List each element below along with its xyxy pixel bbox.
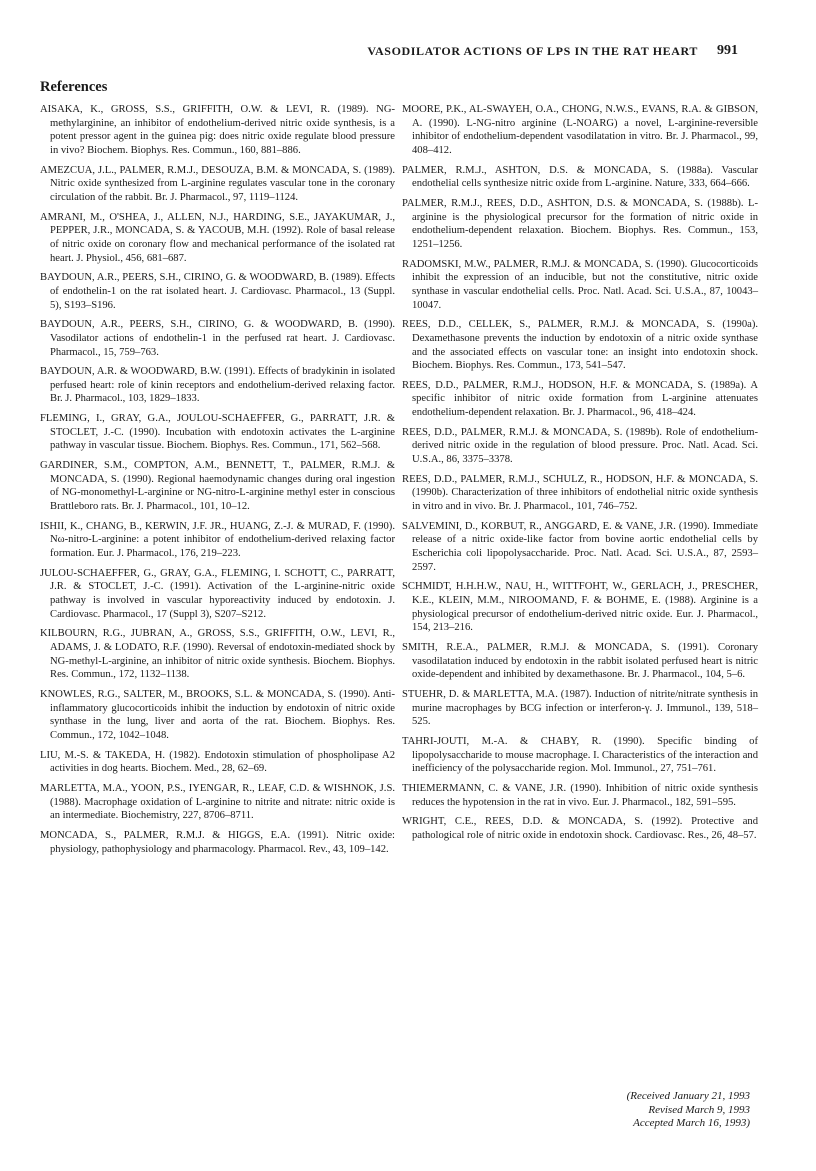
- reference-entry: BAYDOUN, A.R., PEERS, S.H., CIRINO, G. & WOODWARD, B. (1989). Effects of endothelin-1 on the rat isolated heart. J. Cardiovasc. Pharmacol., 13 (Suppl. 5), S193–S196.: [40, 272, 395, 311]
- reference-entry: KILBOURN, R.G., JUBRAN, A., GROSS, S.S., GRIFFITH, O.W., LEVI, R., ADAMS, J. & LODATO, R.F. (1990). Reversal of endotoxin-mediated shock by NG-methyl-L-arginine, an inhibitor of nitric oxide synthesis. Biochem. Biophys. Res. Commun., 172, 1132–1138.: [40, 628, 395, 681]
- reference-entry: AMEZCUA, J.L., PALMER, R.M.J., DESOUZA, B.M. & MONCADA, S. (1989). Nitric oxide synthesized from L-arginine regulates vascular tone in the coronary circulation of the rabbit. Br. J. Pharmacol., 97, 1119–1124.: [40, 164, 395, 203]
- reference-entry: BAYDOUN, A.R. & WOODWARD, B.W. (1991). Effects of bradykinin in isolated perfused heart: role of kinin receptors and endothelium-derived relaxing factor. Br. J. Pharmacol., 103, 1829–1833.: [40, 366, 395, 405]
- reference-entry: LIU, M.-S. & TAKEDA, H. (1982). Endotoxin stimulation of phospholipase A2 activities in dog hearts. Biochem. Med., 28, 62–69.: [40, 749, 395, 775]
- reference-entry: AMRANI, M., O'SHEA, J., ALLEN, N.J., HARDING, S.E., JAYAKUMAR, J., PEPPER, J.R., MONCADA, S. & YACOUB, M.H. (1992). Role of basal release of nitric oxide on coronary flow and mechanical performance of the isolated rat heart. J. Physiol., 456, 681–687.: [40, 211, 395, 264]
- reference-entry: REES, D.D., PALMER, R.M.J., SCHULZ, R., HODSON, H.F. & MONCADA, S. (1990b). Characterization of three inhibitors of endothelial nitric oxide synthesis in vitro and in vivo. Br. J. Pharmacol., 101, 746–752.: [402, 473, 758, 513]
- accepted-date: Accepted March 16, 1993): [633, 1117, 750, 1129]
- reference-entry: TAHRI-JOUTI, M.-A. & CHABY, R. (1990). Specific binding of lipopolysaccharide to mouse macrophage. I. Characteristics of the interaction and inefficiency of the polysaccharide region. Mol. Immunol., 27, 751–761.: [402, 735, 758, 775]
- reference-entry: RADOMSKI, M.W., PALMER, R.M.J. & MONCADA, S. (1990). Glucocorticoids inhibit the expression of an inducible, but not the constitutive, nitric oxide synthase in vascular endothelial cells. Proc. Natl. Acad. Sci. U.S.A., 87, 10043–10047.: [402, 258, 758, 311]
- reference-entry: STUEHR, D. & MARLETTA, M.A. (1987). Induction of nitrite/nitrate synthesis in murine macrophages by BCG infection or interferon-γ. J. Immunol., 139, 518–525.: [402, 688, 758, 728]
- reference-entry: GARDINER, S.M., COMPTON, A.M., BENNETT, T., PALMER, R.M.J. & MONCADA, S. (1990). Regional haemodynamic changes during oral ingestion of NG-monomethyl-L-arginine or NG-nitro-L-arginine methyl ester in conscious Brattleboro rats. Br. J. Pharmacol., 101, 10–12.: [40, 460, 395, 513]
- reference-entry: REES, D.D., CELLEK, S., PALMER, R.M.J. & MONCADA, S. (1990a). Dexamethasone prevents the induction by endotoxin of a nitric oxide synthase and the associated effects on vascular tone: an insight into endotoxin shock. Biochem. Biophys. Res. Commun., 173, 541–547.: [402, 319, 758, 372]
- reference-entry: JULOU-SCHAEFFER, G., GRAY, G.A., FLEMING, I. SCHOTT, C., PARRATT, J.R. & STOCLET, J.-C. (1991). Activation of the L-arginine-nitric oxide pathway is involved in vascular hyporeactivity induced by endotoxin. J. Cardiovasc. Pharmacol., 17 (Suppl 3), S207–S212.: [40, 567, 395, 620]
- page-number: 991: [717, 43, 738, 58]
- reference-entry: REES, D.D., PALMER, R.M.J. & MONCADA, S. (1989b). Role of endothelium-derived nitric oxide in the regulation of blood pressure. Proc. Natl. Acad. Sci. U.S.A., 86, 3375–3378.: [402, 426, 758, 466]
- reference-entry: THIEMERMANN, C. & VANE, J.R. (1990). Inhibition of nitric oxide synthesis reduces the hypotension in the rat in vivo. Eur. J. Pharmacol., 182, 591–595.: [402, 782, 758, 808]
- reference-entry: SMITH, R.E.A., PALMER, R.M.J. & MONCADA, S. (1991). Coronary vasodilatation induced by endotoxin in the rabbit isolated perfused heart is nitric oxide-dependent and inhibited by dexamethasone. Br. J. Pharmacol., 104, 5–6.: [402, 641, 758, 681]
- running-header: [0, 44, 816, 64]
- submission-dates: [627, 1090, 750, 1131]
- reference-entry: MONCADA, S., PALMER, R.M.J. & HIGGS, E.A. (1991). Nitric oxide: physiology, pathophysiology and pharmacology. Pharmacol. Rev., 43, 109–142.: [40, 829, 395, 855]
- running-title: VASODILATOR ACTIONS OF LPS IN THE RAT HEART: [367, 44, 698, 58]
- references-column-right: [402, 103, 758, 849]
- reference-entry: ISHII, K., CHANG, B., KERWIN, J.F. JR., HUANG, Z.-J. & MURAD, F. (1990). Nω-nitro-L-arginine: a potent inhibitor of endothelium-derived relaxing factor formation. Eur. J. Pharmacol., 176, 219–223.: [40, 520, 395, 560]
- received-date: (Received January 21, 1993: [626, 1090, 750, 1102]
- reference-entry: FLEMING, I., GRAY, G.A., JOULOU-SCHAEFFER, G., PARRATT, J.R. & STOCLET, J.-C. (1990). Incubation with endotoxin activates the L-arginine pathway in vascular tissue. Biochem. Biophys. Res. Commun., 171, 562–568.: [40, 413, 395, 452]
- revised-date: Revised March 9, 1993: [648, 1103, 750, 1116]
- reference-entry: WRIGHT, C.E., REES, D.D. & MONCADA, S. (1992). Protective and pathological role of nitric oxide in endotoxin shock. Cardiovasc. Res., 26, 48–57.: [402, 816, 758, 841]
- reference-entry: SALVEMINI, D., KORBUT, R., ANGGARD, E. & VANE, J.R. (1990). Immediate release of a nitric oxide-like factor from bovine aortic endothelial cells by Escherichia coli lipopolysaccharide. Proc. Natl. Acad. Sci. U.S.A., 87, 2593–2597.: [402, 520, 758, 573]
- reference-entry: BAYDOUN, A.R., PEERS, S.H., CIRINO, G. & WOODWARD, B. (1990). Vasodilator actions of endothelin-1 in the perfused rat heart. J. Cardiovasc. Pharmacol., 15, 759–763.: [40, 319, 395, 358]
- reference-entry: MOORE, P.K., AL-SWAYEH, O.A., CHONG, N.W.S., EVANS, R.A. & GIBSON, A. (1990). L-NG-nitro arginine (L-NOARG) a novel, L-arginine-reversible inhibitor of endothelium-dependent vasodilatation in vitro. Br. J. Pharmacol., 99, 408–412.: [402, 104, 758, 156]
- reference-entry: KNOWLES, R.G., SALTER, M., BROOKS, S.L. & MONCADA, S. (1990). Anti-inflammatory glucocorticoids inhibit the induction by endotoxin of nitric oxide synthase in the lung, liver and aorta of the rat. Biochem. Biophys. Res. Commun., 172, 1042–1048.: [40, 688, 395, 741]
- reference-entry: SCHMIDT, H.H.H.W., NAU, H., WITTFOHT, W., GERLACH, J., PRESCHER, K.E., KLEIN, M.M., NIROOMAND, F. & BOHME, E. (1988). Arginine is a physiological precursor of endothelium-derived nitric oxide. Eur. J. Pharmacol., 154, 213–216.: [402, 581, 758, 634]
- reference-entry: MARLETTA, M.A., YOON, P.S., IYENGAR, R., LEAF, C.D. & WISHNOK, J.S. (1988). Macrophage oxidation of L-arginine to nitrite and nitrate: nitric oxide is an intermediate. Biochemistry, 227, 8706–8711.: [40, 782, 395, 822]
- references-column-left: [40, 103, 395, 862]
- reference-entry: PALMER, R.M.J., REES, D.D., ASHTON, D.S. & MONCADA, S. (1988b). L-arginine is the physiological precursor for the formation of nitric oxide in endothelium-dependent relaxation. Biochem. Biophys. Res. Commun., 153, 1251–1256.: [402, 197, 758, 250]
- references-heading: References: [40, 79, 108, 95]
- reference-entry: PALMER, R.M.J., ASHTON, D.S. & MONCADA, S. (1988a). Vascular endothelial cells synthesize nitric oxide from L-arginine. Nature, 333, 664–666.: [402, 164, 758, 190]
- reference-entry: AISAKA, K., GROSS, S.S., GRIFFITH, O.W. & LEVI, R. (1989). NG-methylarginine, an inhibitor of endothelium-derived nitric oxide synthesis, is a potent pressor agent in the guinea pig: does nitric oxide regulate blood pressure in vivo? Biochem. Biophys. Res. Commun., 160, 881–886.: [40, 104, 395, 156]
- reference-entry: REES, D.D., PALMER, R.M.J., HODSON, H.F. & MONCADA, S. (1989a). A specific inhibitor of nitric oxide formation from L-arginine attenuates endothelium-dependent relaxation. Br. J. Pharmacol., 96, 418–424.: [402, 379, 758, 419]
